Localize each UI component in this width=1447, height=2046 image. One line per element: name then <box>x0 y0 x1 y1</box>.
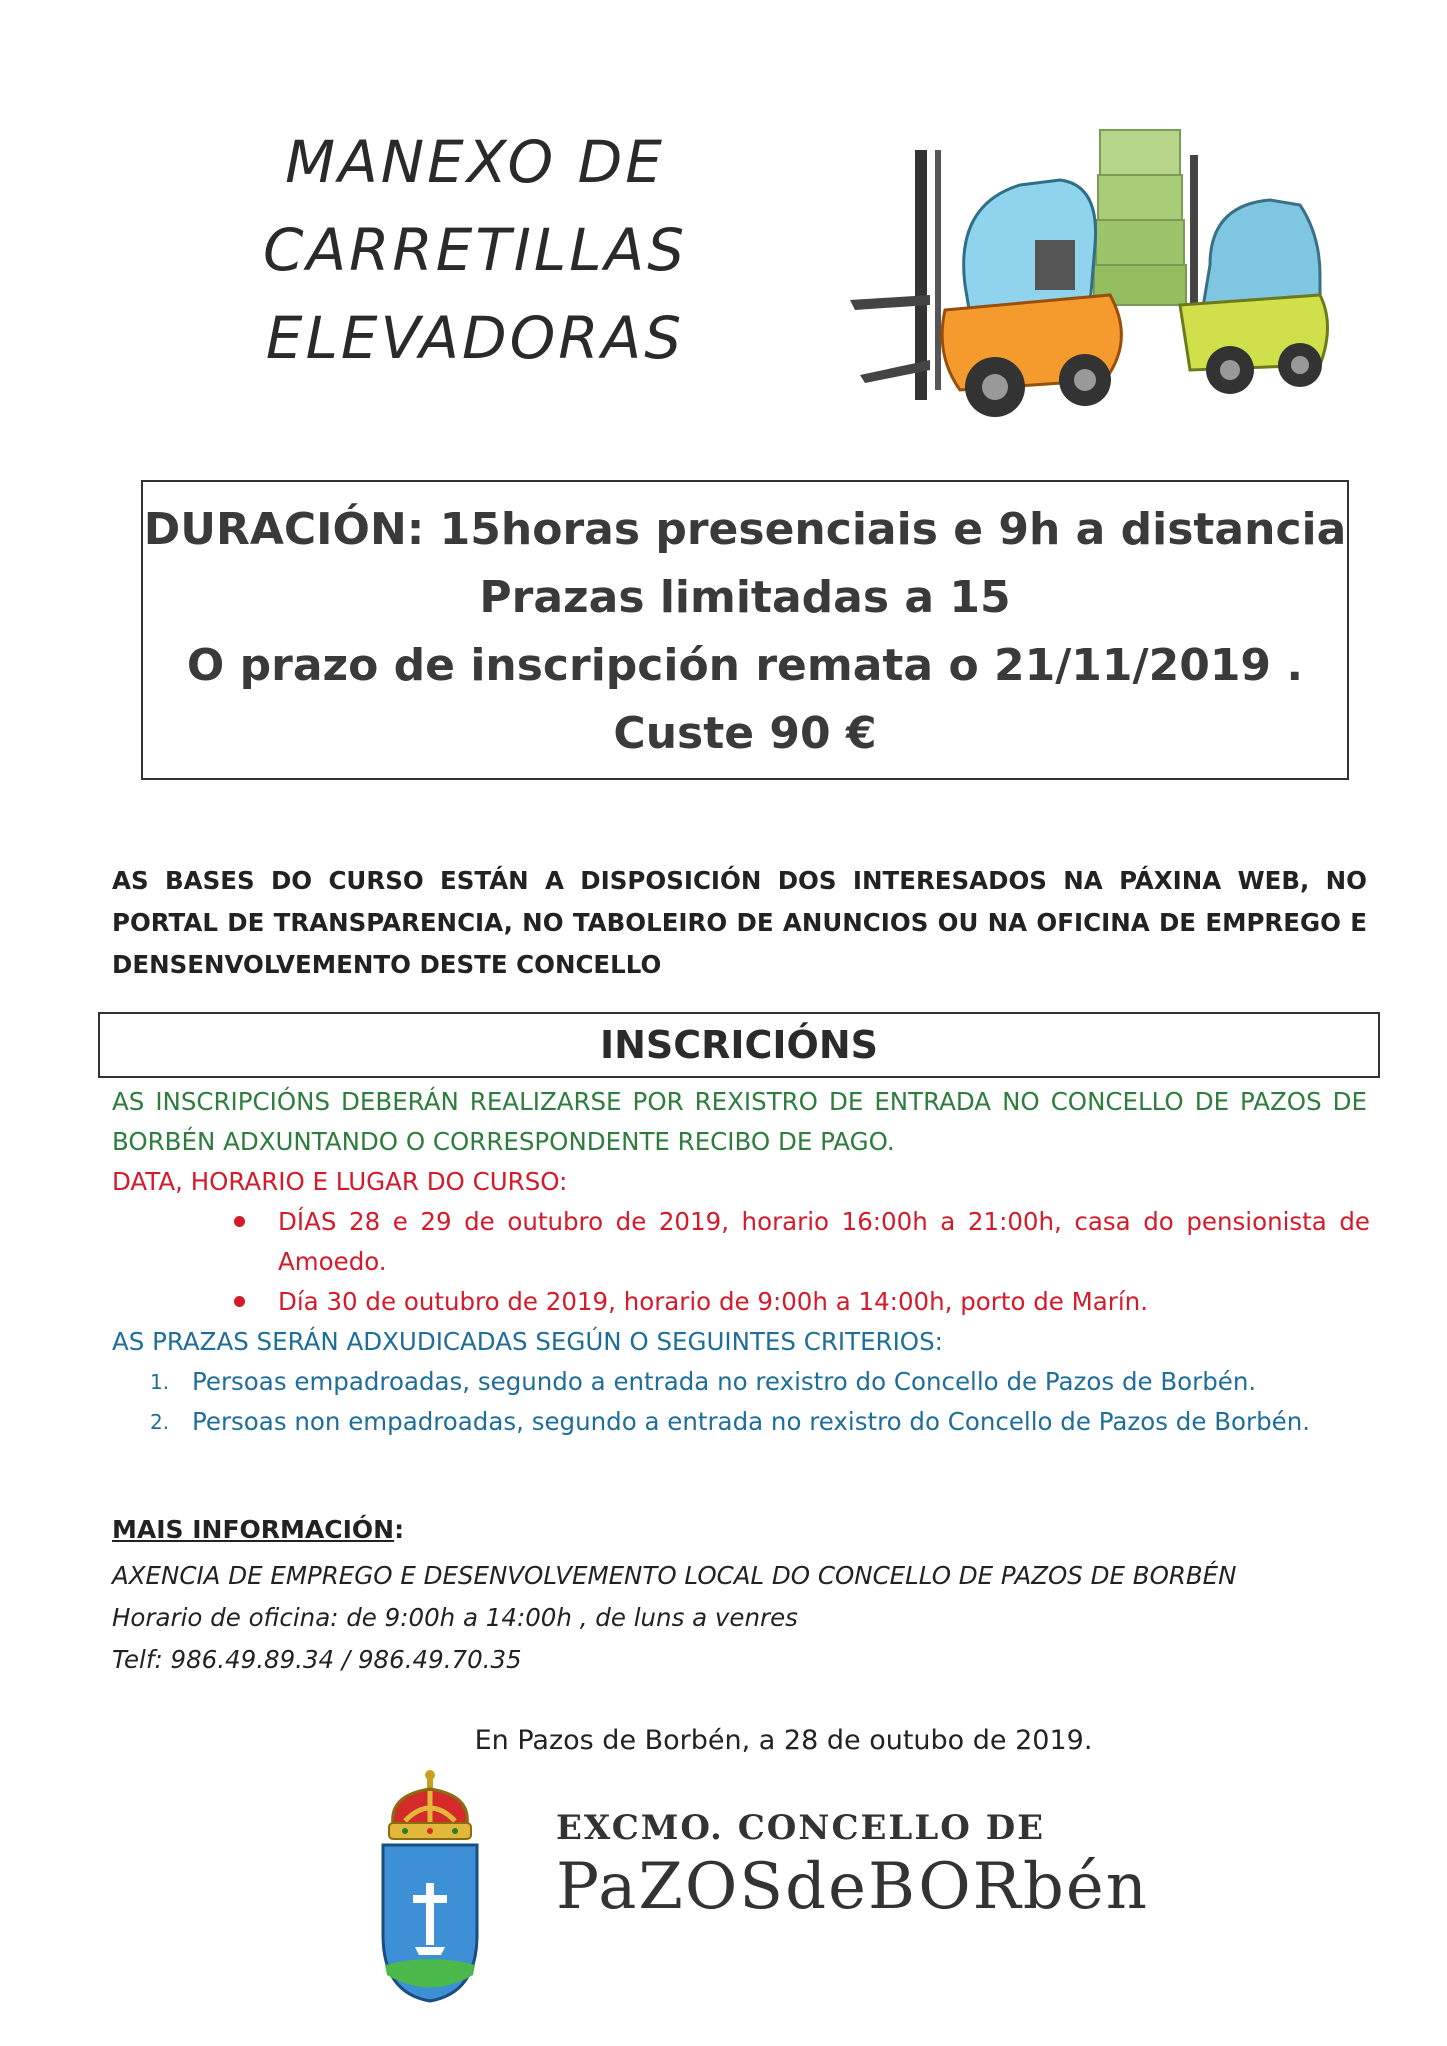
green-forklift-icon <box>1180 155 1328 394</box>
criteria-heading: AS PRAZAS SERÁN ADXUDICADAS SEGÚN O SEGUINTES CRITERIOS: <box>112 1327 943 1356</box>
coat-of-arms-icon <box>375 1765 485 2005</box>
list-number: 1. <box>150 1370 170 1394</box>
list-item <box>230 1282 1370 1322</box>
session-text: DÍAS 28 e 29 de outubro de 2019, horario 16:00h a 21:00h, casa do pensionista de Amoedo. <box>278 1207 1370 1276</box>
places-line: Prazas limitadas a 15 <box>479 572 1011 623</box>
criteria-text: Persoas empadroadas, segundo a entrada no rexistro do Concello de Pazos de Borbén. <box>192 1367 1257 1396</box>
more-info-heading-text: MAIS INFORMACIÓN <box>112 1515 395 1544</box>
list-number: 2. <box>150 1410 170 1434</box>
bullet-icon <box>234 1296 245 1307</box>
deadline-line: O prazo de inscripción remata o 21/11/2019 . <box>186 640 1304 691</box>
bases-paragraph: AS BASES DO CURSO ESTÁN A DISPOSICIÓN DOS INTERESADOS NA PÁXINA WEB, NO PORTAL DE TRANSPARENCIA, NO TABOLEIRO DE ANUNCIOS OU NA OFICINA DE EMPREGO E DENSENVOLVEMENTO DESTE CONCELLO <box>112 866 1367 979</box>
orange-forklift-icon <box>850 150 1121 417</box>
page-title <box>240 118 710 382</box>
title-line-3: ELEVADORAS <box>265 304 685 372</box>
forklift-illustration <box>850 125 1340 435</box>
phone-line: Telf: 986.49.89.34 / 986.49.70.35 <box>112 1645 522 1674</box>
list-item <box>230 1202 1370 1282</box>
cost-line: Custe 90 € <box>613 708 877 759</box>
cargo-boxes-icon <box>1094 130 1186 305</box>
agency-line: AXENCIA DE EMPREGO E DESENVOLVEMENTO LOCAL DO CONCELLO DE PAZOS DE BORBÉN <box>112 1561 1237 1590</box>
session-list <box>230 1202 1370 1322</box>
bullet-icon <box>234 1216 245 1227</box>
council-name-heading: EXCMO. CONCELLO DE <box>556 1808 1046 1848</box>
course-schedule-heading: DATA, HORARIO E LUGAR DO CURSO: <box>112 1167 568 1196</box>
inscricions-heading-box <box>98 1012 1380 1078</box>
duration-line: DURACIÓN: 15horas presenciais e 9h a distancia <box>143 504 1347 555</box>
title-line-1: MANEXO DE <box>285 128 665 196</box>
criteria-list <box>150 1362 1368 1442</box>
office-hours-line: Horario de oficina: de 9:00h a 14:00h , de luns a venres <box>112 1603 798 1632</box>
more-info-heading <box>112 1515 404 1544</box>
more-info-colon: : <box>394 1515 405 1544</box>
list-item <box>150 1362 1368 1402</box>
date-line: En Pazos de Borbén, a 28 de outubo de 2019. <box>474 1725 1093 1756</box>
list-item <box>150 1402 1368 1442</box>
council-logo-text: PaZOSdeBORbén <box>556 1850 1149 1924</box>
session-text: Día 30 de outubro de 2019, horario de 9:00h a 14:00h, porto de Marín. <box>278 1287 1148 1316</box>
course-info-box <box>141 480 1349 780</box>
more-info-details <box>112 1555 1237 1681</box>
inscricions-heading: INSCRICIÓNS <box>599 1023 879 1067</box>
inscricions-text: AS INSCRIPCIÓNS DEBERÁN REALIZARSE POR REXISTRO DE ENTRADA NO CONCELLO DE PAZOS DE BORBÉN ADXUNTANDO O CORRESPONDENTE RECIBO DE PAGO. <box>112 1087 1367 1156</box>
title-line-2: CARRETILLAS <box>262 216 688 284</box>
criteria-text: Persoas non empadroadas, segundo a entrada no rexistro do Concello de Pazos de Borbén. <box>192 1407 1311 1436</box>
